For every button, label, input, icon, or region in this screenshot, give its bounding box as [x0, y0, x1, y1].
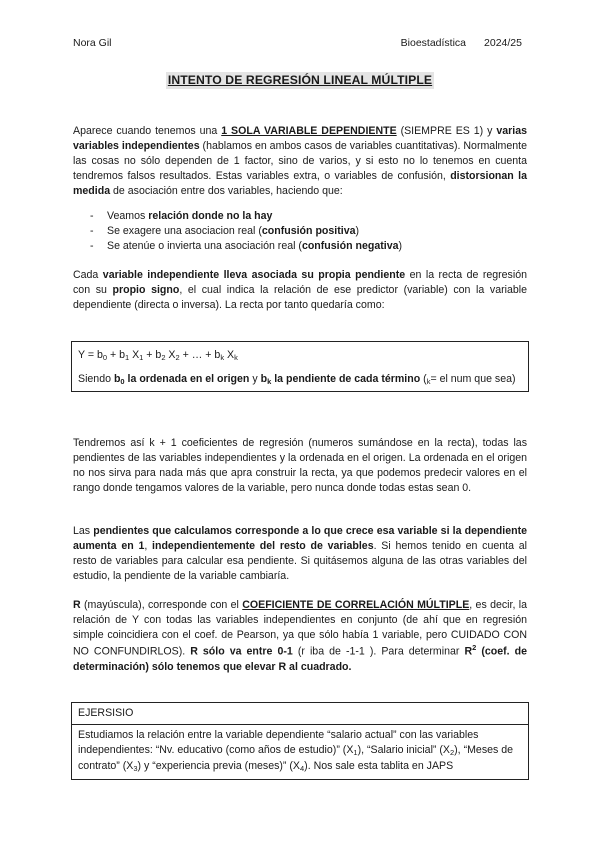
text: ( [420, 372, 427, 385]
formula-box [71, 341, 529, 392]
subscript: 0 [102, 353, 108, 362]
subscript: 1 [353, 748, 358, 758]
underlined-heading: COEFICIENTE DE CORRELACIÓN MÚLTIPLE [242, 599, 470, 611]
highlight-distort: distorsionan la medida [73, 170, 527, 198]
text: Cada [73, 269, 103, 281]
text: Las [73, 525, 94, 537]
subscript: k [220, 353, 225, 362]
coefficients-paragraph: Tendremos así k + 1 coeficientes de regresión (numeros sumándose en la recta), todas las pendientes de las variables independientes y la ordenada en el origen. La ordenada en el origen no nos sirva para nada más que apra construir la recta, ya que podemos predecir valores en el rango donde tengamos valores de la variable, pero nunca donde todas estas sean 0. [73, 437, 527, 495]
intro-paragraph [73, 124, 527, 199]
bold-text: confusión negativa [301, 240, 399, 253]
text: en la recta de regresión con su [73, 269, 527, 297]
list-item [90, 209, 510, 224]
bold-text: (coef. de determinación) sólo tenemos que elevar R al cuadrado. [73, 645, 527, 673]
exercise-heading: EJERSISIO [72, 703, 528, 725]
regression-formula [78, 348, 522, 364]
independence-paragraph [73, 524, 527, 584]
text: Estudiamos la relación entre la variable dependiente “salario actual” con las variables independientes: “Nv. educativo (como años de estudio)” (X [78, 729, 479, 757]
bold-text: relación donde no la hay [148, 210, 273, 222]
list-item [90, 224, 510, 239]
formula-explanation [78, 372, 522, 388]
text: + … + b [179, 349, 221, 361]
text: ) y “experiencia previa (meses)” (X [137, 759, 300, 772]
subscript: 3 [133, 763, 138, 773]
text: + b [107, 349, 125, 361]
text: ), “Meses de contrato” (X [78, 744, 514, 772]
text: ), “Salario inicial” (X [357, 744, 450, 757]
bold-text: confusión positiva [261, 225, 356, 238]
confusion-list [90, 209, 510, 254]
bold-text: independientemente del resto de variables [152, 540, 374, 553]
bold-text: R [464, 645, 473, 658]
text: (r iba de -1-1 ). Para determinar [292, 645, 465, 658]
bold-text: la pendiente de cada término [271, 372, 421, 385]
subscript: 2 [449, 748, 455, 758]
exercise-box [71, 702, 529, 780]
text: Y = b [78, 349, 103, 361]
text: Veamos [107, 210, 149, 222]
bold-text: la ordenada en el origen [124, 372, 250, 385]
correlation-paragraph [73, 598, 527, 675]
text: de asociación entre dos variables, haciendo que: [110, 185, 343, 198]
highlight-independent: varias variables independientes [73, 125, 527, 153]
text: X [224, 349, 235, 361]
text: Siendo [78, 372, 114, 385]
subject-name: Bioestadística [400, 37, 467, 49]
bold-text: R sólo va entre 0-1 [190, 645, 293, 658]
page-header [73, 36, 522, 51]
bold-text: b [260, 372, 268, 385]
subscript: k [426, 376, 431, 386]
highlight-dependent: 1 SOLA VARIABLE DEPENDIENTE [221, 125, 397, 137]
author-name: Nora Gil [73, 37, 112, 49]
subscript: k [234, 353, 238, 362]
text: Aparece cuando tenemos una [73, 125, 222, 137]
exercise-text [72, 725, 528, 779]
subscript: k [267, 376, 272, 386]
subscript: 1 [124, 353, 130, 362]
bold-text: pendientes que calculamos corresponde a lo que crece esa variable si la dependiente aumenta en 1 [73, 525, 527, 553]
text: Se exagere una asociacion real ( [107, 225, 262, 238]
subscript: 2 [175, 353, 180, 362]
text: ) [398, 240, 403, 253]
superscript: 2 [472, 643, 477, 653]
text: = el num que sea) [430, 372, 516, 385]
text: , el cual indica la relación de ese predictor (variable) con la variable dependiente (directa o inversa). La recta por tanto quedaría como: [73, 284, 528, 312]
text: , es decir, la relación de Y con todas las variables independientes en conjunto (de ahí que en regresión simple coincidiera con el coef. de Pearson, ya que sólo había 1 variable, pero CUIDADO CON NO CONFUNDIRLOS). [73, 599, 527, 658]
page-title: INTENTO DE REGRESIÓN LINEAL MÚLTIPLE [166, 72, 434, 89]
text: X [129, 349, 140, 361]
text: (hablamos en ambos casos de variables cuantitativas). Normalmente las cosas no sólo dependen de 1 factor, sino de varios, y si esto no lo tenemos en cuenta tendremos falsos resultados. Estas variables extra, o variables de confusión, [73, 140, 527, 183]
text: (mayúscula), corresponde con el [80, 599, 243, 611]
bold-text: propio signo [112, 284, 180, 297]
text: , [144, 540, 153, 553]
text: (SIEMPRE ES 1) y [396, 125, 497, 137]
text: y [249, 372, 261, 385]
subscript: 0 [120, 376, 125, 386]
text: ). Nos sale esta tablita en JAPS [304, 759, 454, 772]
course-year: 2024/25 [484, 37, 522, 49]
subscript: 1 [139, 353, 144, 362]
bold-text: R [73, 599, 81, 611]
subscript: 4 [300, 763, 305, 773]
bold-text: variable independiente lleva asociada su propia pendiente [102, 269, 406, 281]
header-right [401, 36, 522, 51]
text: + b [143, 349, 162, 361]
text: ) [355, 225, 360, 238]
list-item [90, 239, 510, 254]
text: Se atenúe o invierta una asociación real ( [107, 240, 302, 253]
text: . Si hemos tenido en cuenta al resto de variables para calcular esa pendiente. Si quitásemos alguna de las otras variables del estudio, la pendiente de la variable cambiaría. [73, 540, 527, 583]
bold-text: b [113, 372, 121, 385]
text: X [165, 349, 176, 361]
slope-paragraph [73, 268, 527, 313]
title-wrap [0, 72, 600, 89]
subscript: 2 [161, 353, 166, 362]
